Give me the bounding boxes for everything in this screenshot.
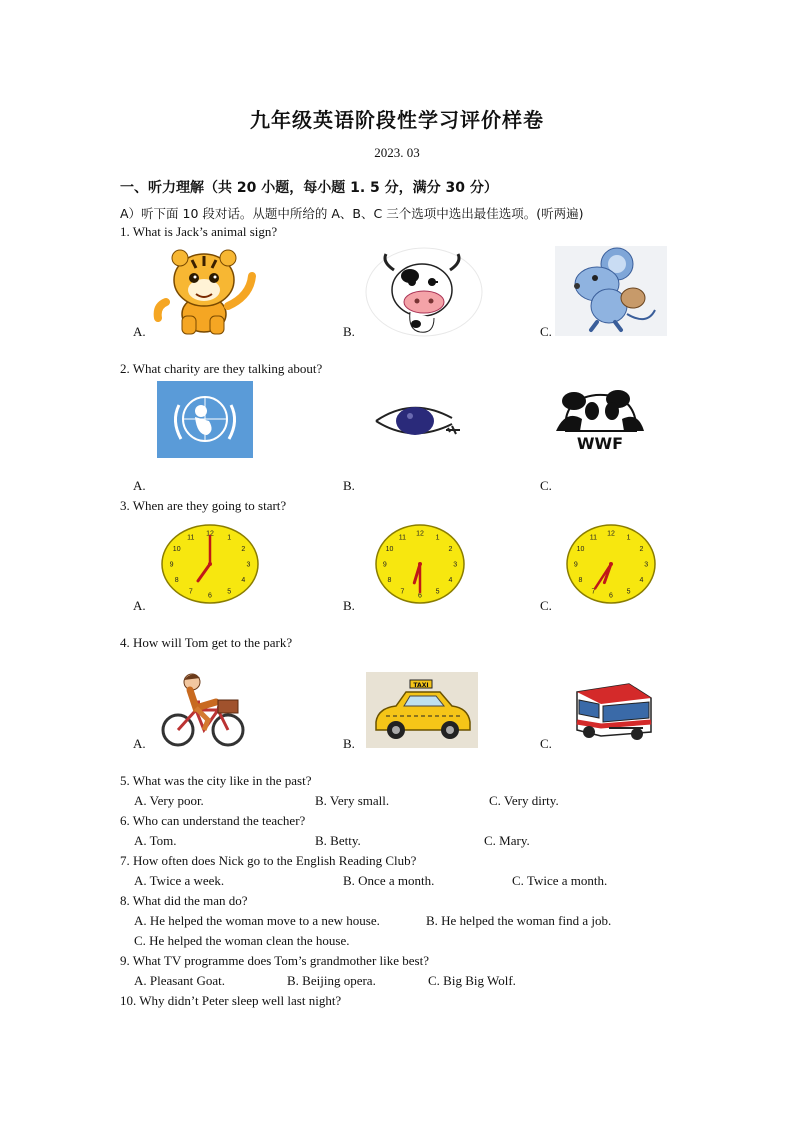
- bus-icon[interactable]: [573, 678, 655, 742]
- option-a[interactable]: A. He helped the woman move to a new house.: [134, 913, 380, 928]
- option-label[interactable]: A.: [133, 736, 146, 751]
- option-c[interactable]: C. Twice a month.: [512, 873, 608, 888]
- option-a[interactable]: A. Very poor.: [134, 793, 204, 808]
- clock-numeral: 12: [416, 530, 424, 538]
- clock-numeral: 11: [187, 534, 195, 542]
- clock-numeral: 5: [626, 588, 631, 596]
- clock-numeral: 11: [589, 534, 598, 542]
- unicef-logo[interactable]: [157, 381, 253, 458]
- clock-numeral: 2: [241, 545, 246, 553]
- question-4: 4. How will Tom get to the park?: [120, 635, 293, 650]
- clock-numeral: 11: [398, 534, 407, 542]
- question-9: 9. What TV programme does Tom’s grandmother like best?: [120, 953, 429, 968]
- option-c[interactable]: C. He helped the woman clean the house.: [134, 933, 350, 948]
- option-c[interactable]: C. Big Big Wolf.: [428, 973, 516, 988]
- clock-numeral: 10: [385, 545, 394, 553]
- question-3: 3. When are they going to start?: [120, 498, 287, 513]
- option-label[interactable]: B.: [343, 324, 355, 339]
- clock-numeral: 1: [435, 534, 440, 542]
- clock-numeral: 8: [387, 577, 392, 585]
- option-label[interactable]: B.: [343, 598, 355, 613]
- option-a[interactable]: A. Pleasant Goat.: [134, 973, 225, 988]
- wwf-panda-logo[interactable]: [552, 389, 648, 453]
- clock-numeral: 3: [644, 561, 649, 569]
- clock-7-icon[interactable]: [160, 522, 260, 610]
- option-b[interactable]: B. Very small.: [315, 793, 390, 808]
- clock-numeral: 1: [626, 534, 631, 542]
- option-a[interactable]: A. Tom.: [134, 833, 177, 848]
- clock-6-30-icon[interactable]: [374, 522, 466, 610]
- option-label[interactable]: C.: [540, 478, 552, 493]
- question-8: 8. What did the man do?: [120, 893, 248, 908]
- clock-numeral: 6: [418, 592, 422, 600]
- clock-center: [208, 562, 212, 566]
- clock-numeral: 8: [578, 577, 583, 585]
- exam-date: 2023. 03: [374, 145, 420, 160]
- clock-numeral: 7: [591, 588, 596, 596]
- question-10: 10. Why didn’t Peter sleep well last night?: [120, 993, 342, 1008]
- clock-numeral: 3: [246, 561, 251, 569]
- taxi-sign: TAXI: [413, 682, 429, 689]
- clock-center: [418, 562, 422, 566]
- section-heading: 一、听力理解（共 20 小题，每小题 1. 5 分，满分 30 分）: [120, 180, 498, 196]
- clock-numeral: 9: [573, 561, 578, 569]
- clock-numeral: 2: [639, 545, 644, 553]
- option-label[interactable]: C.: [540, 324, 552, 339]
- clock-numeral: 4: [639, 577, 644, 585]
- clock-numeral: 9: [169, 561, 174, 569]
- instruction-text: A）听下面 10 段对话。从题中所给的 A、B、C 三个选项中选出最佳选项。(听两遍): [120, 206, 584, 221]
- bicycle-icon[interactable]: [158, 672, 248, 748]
- clock-numeral: 6: [609, 592, 613, 600]
- clock-numeral: 10: [172, 545, 181, 553]
- eye-plane-logo[interactable]: [372, 398, 464, 444]
- option-b[interactable]: B. Once a month.: [343, 873, 435, 888]
- clock-numeral: 1: [227, 534, 232, 542]
- clock-numeral: 7: [188, 588, 193, 596]
- clock-numeral: 4: [241, 577, 246, 585]
- option-c[interactable]: C. Very dirty.: [489, 793, 559, 808]
- option-label[interactable]: B.: [343, 736, 355, 751]
- option-c[interactable]: C. Mary.: [484, 833, 530, 848]
- option-label[interactable]: C.: [540, 598, 552, 613]
- clock-numeral: 3: [453, 561, 458, 569]
- clock-center: [609, 562, 613, 566]
- clock-numeral: 5: [435, 588, 440, 596]
- question-1: 1. What is Jack’s animal sign?: [120, 224, 278, 239]
- clock-6-35-icon[interactable]: [565, 522, 657, 610]
- question-5: 5. What was the city like in the past?: [120, 773, 312, 788]
- option-b[interactable]: B. Beijing opera.: [287, 973, 376, 988]
- option-b[interactable]: B. He helped the woman find a job.: [426, 913, 612, 928]
- taxi-icon[interactable]: [366, 672, 478, 748]
- option-label[interactable]: C.: [540, 736, 552, 751]
- wwf-wordmark: WWF: [576, 434, 624, 453]
- mouse-icon[interactable]: [555, 246, 667, 336]
- option-b[interactable]: B. Betty.: [315, 833, 361, 848]
- clock-numeral: 7: [400, 588, 405, 596]
- clock-numeral: 2: [448, 545, 453, 553]
- clock-numeral: 4: [448, 577, 453, 585]
- clock-numeral: 12: [607, 530, 615, 538]
- clock-numeral: 10: [576, 545, 585, 553]
- page-title: 九年级英语阶段性学习评价样卷: [250, 108, 544, 132]
- clock-numeral: 12: [206, 530, 214, 538]
- question-2: 2. What charity are they talking about?: [120, 361, 323, 376]
- tiger-icon[interactable]: [152, 246, 258, 338]
- option-label[interactable]: A.: [133, 478, 146, 493]
- option-label[interactable]: A.: [133, 598, 146, 613]
- option-label[interactable]: A.: [133, 324, 146, 339]
- clock-numeral: 8: [174, 577, 179, 585]
- clock-numeral: 9: [382, 561, 387, 569]
- option-a[interactable]: A. Twice a week.: [134, 873, 225, 888]
- clock-numeral: 5: [227, 588, 232, 596]
- cow-icon[interactable]: [364, 246, 484, 338]
- question-7: 7. How often does Nick go to the English Reading Club?: [120, 853, 417, 868]
- question-6: 6. Who can understand the teacher?: [120, 813, 306, 828]
- clock-numeral: 6: [208, 592, 212, 600]
- option-label[interactable]: B.: [343, 478, 355, 493]
